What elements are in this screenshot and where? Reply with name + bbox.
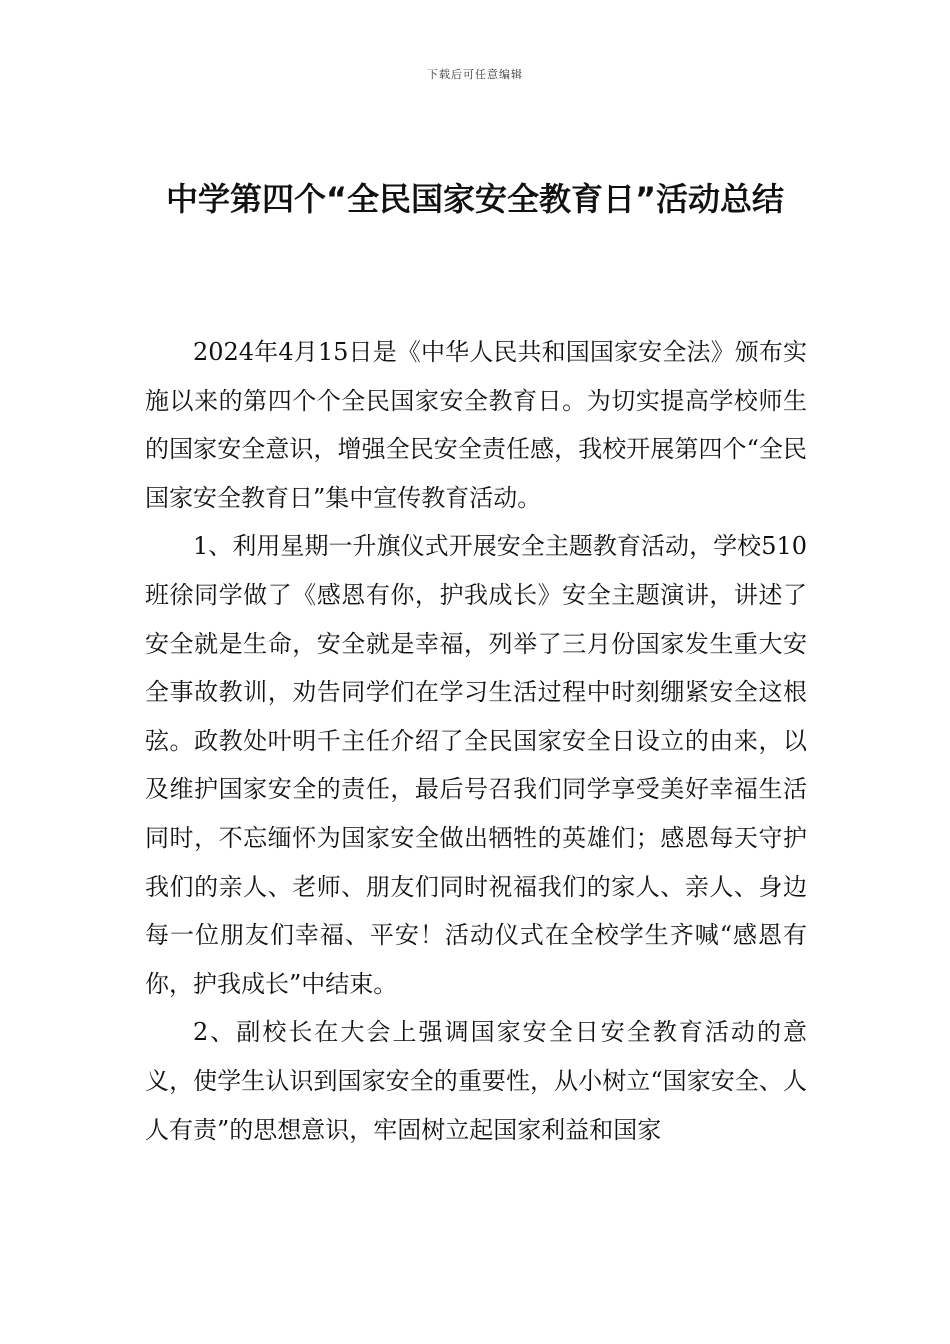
paragraph-item-2: 2、副校长在大会上强调国家安全日安全教育活动的意义，使学生认识到国家安全的重要性，从小树立“国家安全、人人有责”的思想意识，牢固树立起国家利益和国家 (145, 1018, 807, 1144)
paragraph-item-1: 1、利用星期一升旗仪式开展安全主题教育活动，学校510班徐同学做了《感恩有你，护我成长》安全主题演讲，讲述了安全就是生命，安全就是幸福，列举了三月份国家发生重大安全事故教训，劝告同学们在学习生活过程中时刻绷紧安全这根弦。政教处叶明千主任介绍了全民国家安全日设立的由来，以及维护国家安全的责任，最后号召我们同学享受美好幸福生活同时，不忘缅怀为国家安全做出牺牲的英雄们；感恩每天守护我们的亲人、老师、朋友们同时祝福我们的家人、亲人、身边每一位朋友们幸福、平安！活动仪式在全校学生齐喊“感恩有你，护我成长”中结束。 (145, 532, 807, 998)
header-note: 下载后可任意编辑 (427, 68, 523, 81)
document-body (145, 328, 807, 1154)
paragraph-intro: 2024年4月15日是《中华人民共和国国家安全法》颁布实施以来的第四个个全民国家安全教育日。为切实提高学校师生的国家安全意识，增强全民安全责任感，我校开展第四个“全民国家安全教育日”集中宣传教育活动。 (145, 338, 807, 512)
document-title: 中学第四个“全民国家安全教育日”活动总结 (165, 180, 785, 218)
